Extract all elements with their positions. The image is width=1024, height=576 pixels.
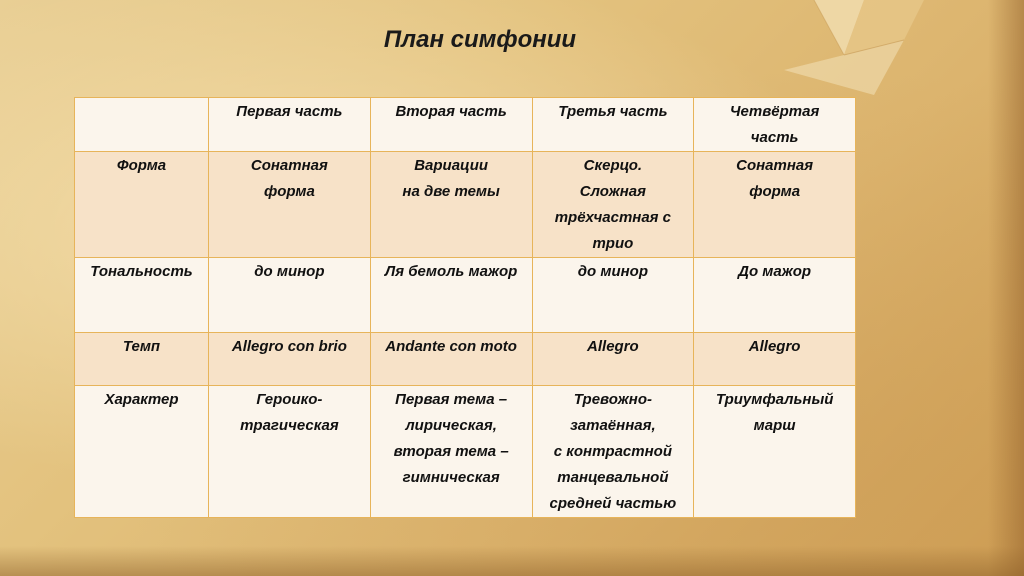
- row-label-key: Тональность: [75, 258, 209, 333]
- cell-form-part-2: Вариации на две темы: [370, 152, 532, 258]
- cell-form-part-3: Скерцо. Сложная трёхчастная с трио: [532, 152, 694, 258]
- cell-key-part-1: до минор: [209, 258, 371, 333]
- header-cell-part-1: Первая часть: [209, 98, 371, 152]
- cell-character-part-3: Тревожно- затаённая, с контрастной танцевальной средней частью: [532, 386, 694, 518]
- cell-key-part-2: Ля бемоль мажор: [370, 258, 532, 333]
- table-row-form: [75, 152, 856, 258]
- row-label-tempo: Темп: [75, 333, 209, 386]
- symphony-plan-table: [74, 97, 856, 518]
- table-row-tempo: [75, 333, 856, 386]
- cell-tempo-part-3: Allegro: [532, 333, 694, 386]
- paper-edge-shadow-right: [988, 0, 1024, 576]
- cell-tempo-part-4: Allegro: [694, 333, 856, 386]
- page-title: План симфонии: [383, 26, 577, 53]
- cell-character-part-4: Триумфальный марш: [694, 386, 856, 518]
- cell-key-part-3: до минор: [532, 258, 694, 333]
- header-cell-part-3: Третья часть: [532, 98, 694, 152]
- table-row-key: [75, 258, 856, 333]
- cell-character-part-1: Героико- трагическая: [209, 386, 371, 518]
- table-row-character: [75, 386, 856, 518]
- header-cell-part-4: Четвёртая часть: [694, 98, 856, 152]
- header-cell-part-2: Вторая часть: [370, 98, 532, 152]
- cell-form-part-4: Сонатная форма: [694, 152, 856, 258]
- row-label-form: Форма: [75, 152, 209, 258]
- header-corner-cell: [75, 98, 209, 152]
- cell-form-part-1: Сонатная форма: [209, 152, 371, 258]
- table-header-row: [75, 98, 856, 152]
- cell-character-part-2: Первая тема – лирическая, вторая тема – гимническая: [370, 386, 532, 518]
- cell-tempo-part-2: Andante con moto: [370, 333, 532, 386]
- paper-edge-shadow-bottom: [0, 546, 1024, 576]
- cell-key-part-4: До мажор: [694, 258, 856, 333]
- cell-tempo-part-1: Allegro con brio: [209, 333, 371, 386]
- row-label-character: Характер: [75, 386, 209, 518]
